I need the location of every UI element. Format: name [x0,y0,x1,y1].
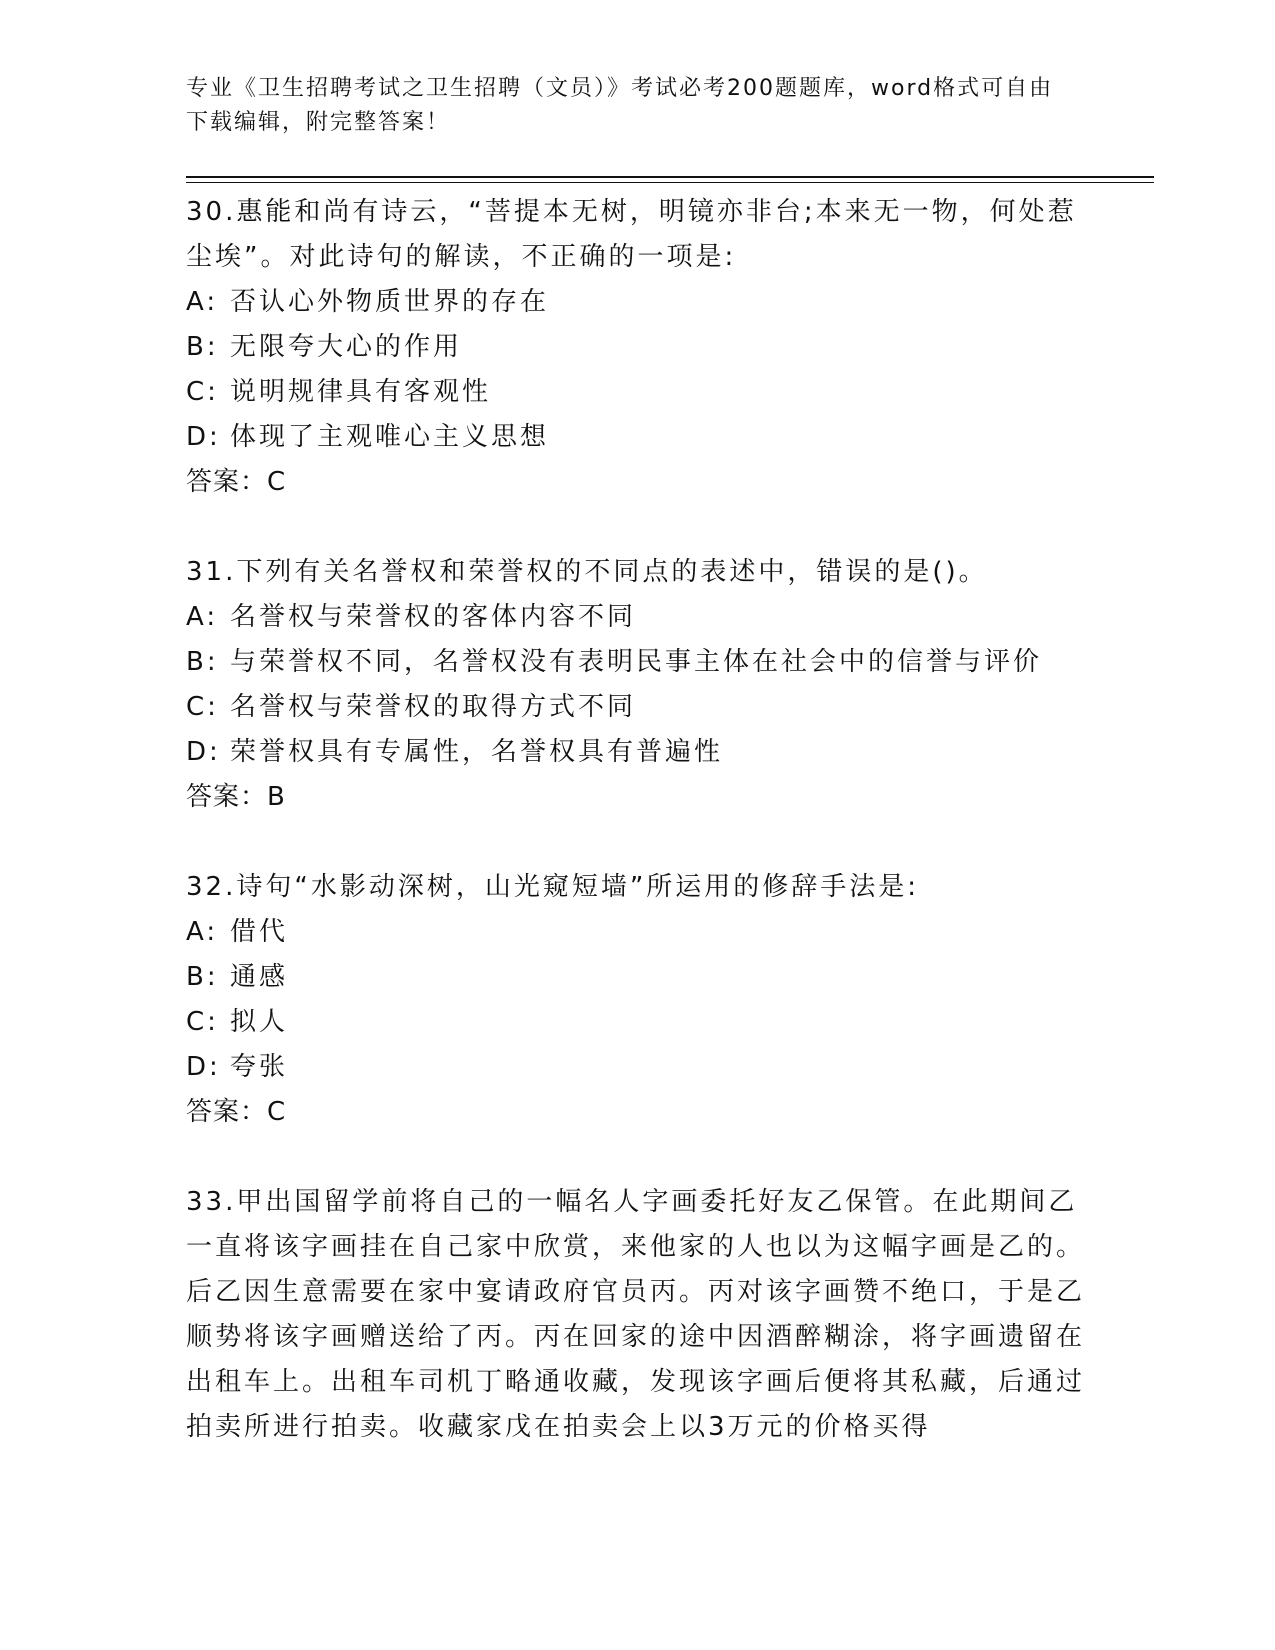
option-a [186,595,1086,640]
header-divider [186,176,1154,178]
option-letter: C: [186,1007,219,1037]
option-text: 名誉权与荣誉权的客体内容不同 [230,602,637,632]
option-c [186,685,1086,730]
option-text: 否认心外物质世界的存在 [230,287,550,317]
option-letter: D: [186,737,221,767]
question-33 [186,1180,1086,1450]
option-text: 荣誉权具有专属性，名誉权具有普遍性 [230,737,724,767]
answer: 答案：C [186,467,287,497]
option-letter: C: [186,377,219,407]
option-text: 与荣誉权不同，名誉权没有表明民事主体在社会中的信誉与评价 [230,647,1043,677]
option-text: 无限夸大心的作用 [230,332,463,362]
question-30 [186,190,1086,505]
question-stem: 33.甲出国留学前将自己的一幅名人字画委托好友乙保管。在此期间乙一直将该字画挂在自己家中欣赏，来他家的人也以为这幅字画是乙的。后乙因生意需要在家中宴请政府官员丙。丙对该字画赞不绝口，于是乙顺势将该字画赠送给了丙。丙在回家的途中因酒醉糊涂，将字画遗留在出租车上。出租车司机丁略通收藏，发现该字画后便将其私藏，后通过拍卖所进行拍卖。收藏家戊在拍卖会上以3万元的价格买得 [186,1187,1086,1442]
answer: 答案：B [186,782,286,812]
option-letter: B: [186,647,219,677]
option-d [186,415,1086,460]
option-letter: C: [186,692,219,722]
option-letter: A: [186,287,219,317]
document-header: 专业《卫生招聘考试之卫生招聘（文员）》考试必考200题题库，word格式可自由下载编辑，附完整答案！ [186,76,1054,135]
question-list [186,190,1086,1450]
option-text: 说明规律具有客观性 [230,377,492,407]
option-text: 拟人 [230,1007,289,1037]
option-b [186,325,1086,370]
option-text: 体现了主观唯心主义思想 [230,422,550,452]
option-letter: B: [186,962,219,992]
question-stem: 31.下列有关名誉权和荣誉权的不同点的表述中，错误的是()。 [186,557,988,587]
option-text: 借代 [230,917,289,947]
answer: 答案：C [186,1097,287,1127]
question-stem: 30.惠能和尚有诗云，“菩提本无树，明镜亦非台;本来无一物，何处惹尘埃”。对此诗句的解读，不正确的一项是: [186,197,1077,272]
option-text: 夸张 [230,1052,289,1082]
option-text: 通感 [230,962,289,992]
header-divider-thin [186,182,1154,183]
question-stem: 32.诗句“水影动深树，山光窥短墙”所运用的修辞手法是: [186,872,920,902]
option-d [186,1045,1086,1090]
option-letter: A: [186,917,219,947]
question-31 [186,550,1086,820]
option-letter: A: [186,602,219,632]
option-b [186,955,1086,1000]
option-a [186,280,1086,325]
option-letter: D: [186,422,221,452]
option-c [186,1000,1086,1045]
option-d [186,730,1086,775]
question-32 [186,865,1086,1135]
option-b [186,640,1086,685]
option-text: 名誉权与荣誉权的取得方式不同 [230,692,637,722]
option-c [186,370,1086,415]
option-letter: B: [186,332,219,362]
option-letter: D: [186,1052,221,1082]
option-a [186,910,1086,955]
